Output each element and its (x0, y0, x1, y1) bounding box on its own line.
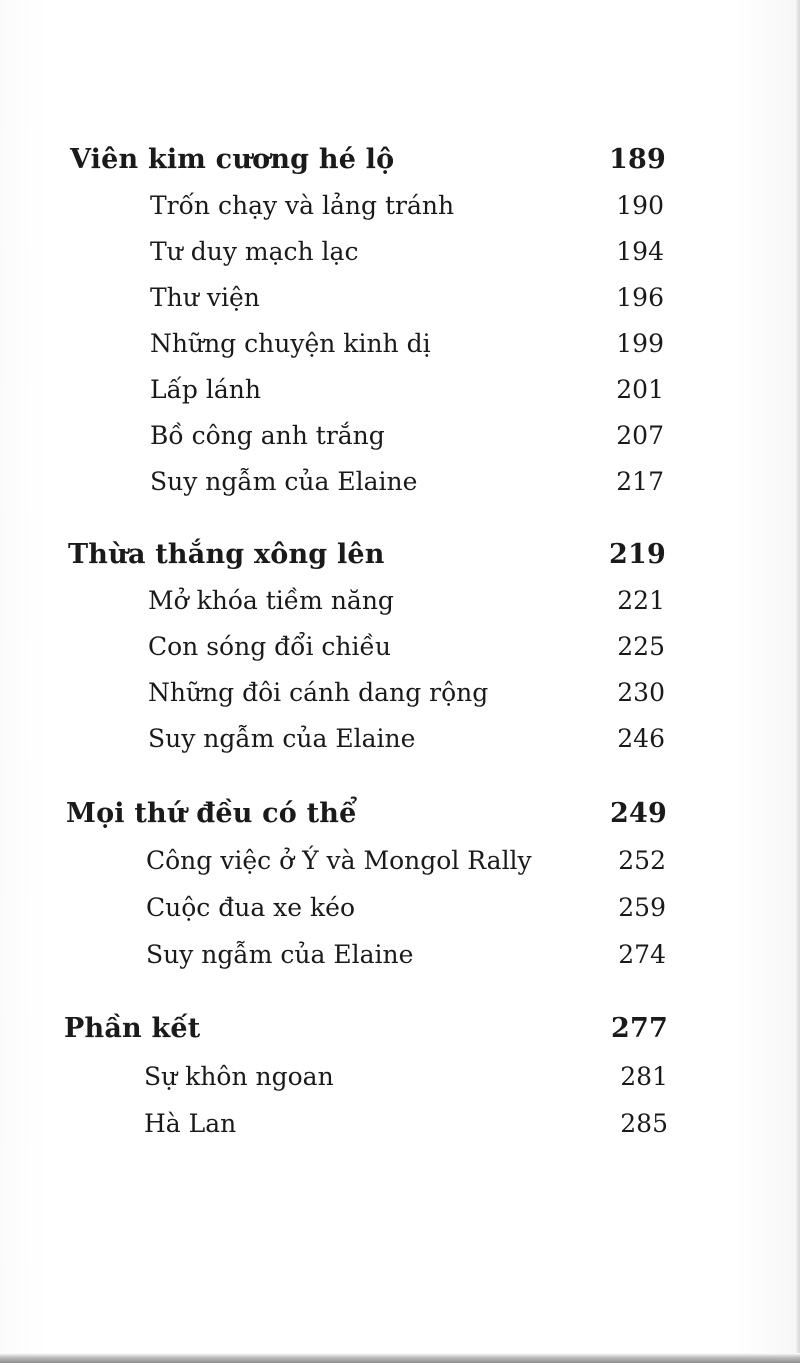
toc-entry-row (150, 462, 664, 502)
entry-page-number: 252 (618, 846, 666, 875)
toc-entry-row (150, 232, 664, 272)
toc-chapter-row (70, 140, 666, 180)
entry-page-number: 190 (616, 191, 664, 220)
entry-page-number: 274 (618, 940, 666, 969)
toc-entry-row (148, 627, 665, 667)
entry-title: Sự khôn ngoan (144, 1062, 334, 1091)
entry-title: Tư duy mạch lạc (150, 237, 359, 266)
entry-page-number: 201 (616, 375, 664, 404)
toc-entry-row (144, 1104, 668, 1144)
entry-page-number: 281 (620, 1062, 668, 1091)
entry-page-number: 225 (617, 632, 665, 661)
chapter-page-number: 277 (611, 1013, 668, 1044)
toc-entry-row (148, 719, 665, 759)
entry-title: Suy ngẫm của Elaine (146, 940, 414, 969)
chapter-page-number: 189 (609, 144, 666, 175)
entry-page-number: 221 (617, 586, 665, 615)
toc-chapter-row (64, 1009, 668, 1049)
entry-page-number: 199 (616, 329, 664, 358)
toc-entry-row (150, 324, 664, 364)
entry-title: Hà Lan (144, 1109, 237, 1138)
page-bottom-edge-shadow (0, 1353, 800, 1363)
toc-entry-row (146, 888, 666, 928)
entry-page-number: 259 (618, 893, 666, 922)
entry-title: Những đôi cánh dang rộng (148, 678, 489, 707)
entry-page-number: 194 (616, 237, 664, 266)
entry-title: Con sóng đổi chiều (148, 632, 391, 661)
toc-entry-row (150, 416, 664, 456)
chapter-page-number: 249 (610, 798, 667, 829)
toc-entry-row (148, 581, 665, 621)
toc-entry-row (144, 1057, 668, 1097)
toc-chapter-row (68, 535, 666, 575)
chapter-page-number: 219 (609, 539, 666, 570)
entry-title: Bồ công anh trắng (150, 421, 385, 450)
entry-title: Lấp lánh (150, 375, 261, 404)
entry-page-number: 207 (616, 421, 664, 450)
entry-title: Công việc ở Ý và Mongol Rally (146, 846, 532, 875)
entry-title: Những chuyện kinh dị (150, 329, 431, 358)
entry-title: Suy ngẫm của Elaine (150, 467, 418, 496)
entry-title: Trốn chạy và lảng tránh (150, 191, 455, 220)
entry-title: Mở khóa tiềm năng (148, 586, 394, 615)
toc-entry-row (148, 673, 665, 713)
toc-entry-row (150, 186, 664, 226)
entry-title: Suy ngẫm của Elaine (148, 724, 416, 753)
entry-page-number: 230 (617, 678, 665, 707)
entry-page-number: 217 (616, 467, 664, 496)
entry-title: Thư viện (150, 283, 260, 312)
toc-entry-row (150, 278, 664, 318)
chapter-title: Thừa thắng xông lên (68, 539, 385, 570)
chapter-title: Phần kết (64, 1013, 201, 1044)
toc-entry-row (146, 841, 666, 881)
toc-chapter-row (66, 794, 667, 834)
entry-page-number: 285 (620, 1109, 668, 1138)
chapter-title: Viên kim cương hé lộ (70, 144, 395, 175)
toc-entry-row (150, 370, 664, 410)
entry-page-number: 246 (617, 724, 665, 753)
page-right-edge-shadow (796, 0, 800, 1363)
entry-page-number: 196 (616, 283, 664, 312)
chapter-title: Mọi thứ đều có thể (66, 798, 357, 829)
entry-title: Cuộc đua xe kéo (146, 893, 356, 922)
toc-entry-row (146, 935, 666, 975)
